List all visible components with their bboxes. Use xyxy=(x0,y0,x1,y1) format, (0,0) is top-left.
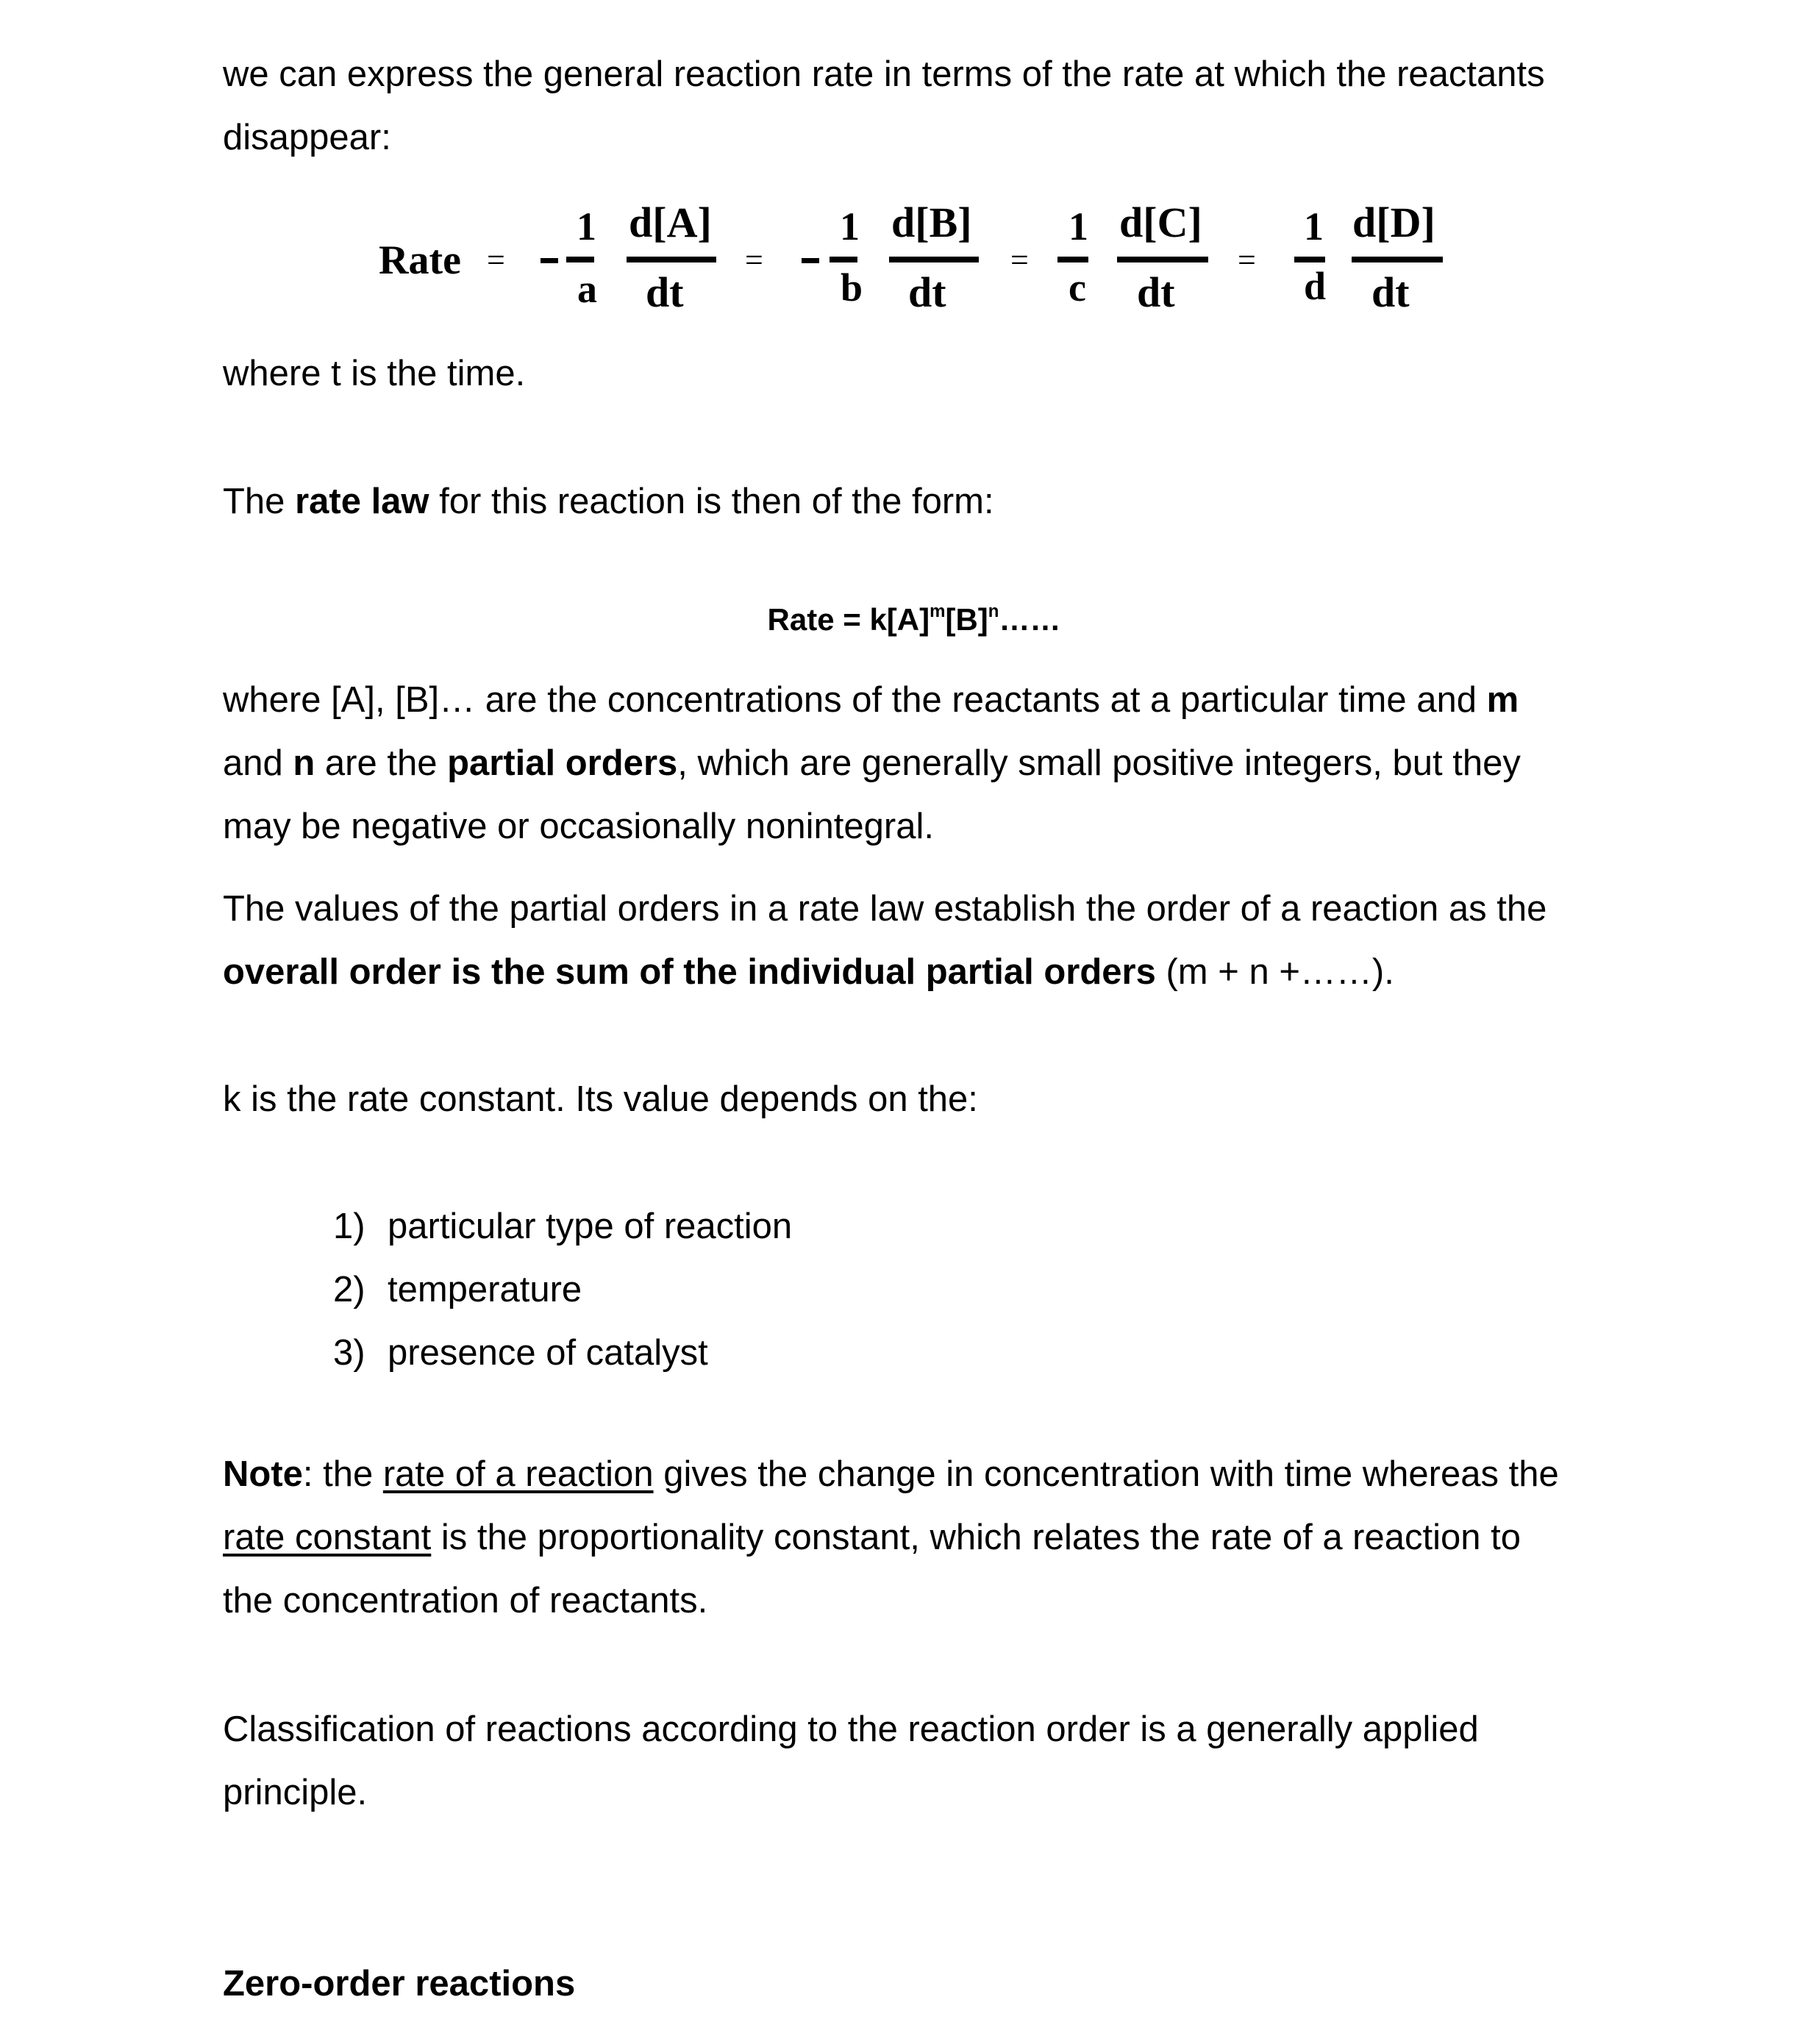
derivative-denominator: dt xyxy=(646,268,684,316)
coefficient-numerator: 1 xyxy=(1304,204,1324,249)
coefficient-denominator: d xyxy=(1304,264,1327,308)
list-item: 3) presence of catalyst xyxy=(333,1333,708,1373)
rate-label: Rate xyxy=(379,237,461,283)
partial-orders-term: partial orders xyxy=(447,743,678,783)
rate-of-reaction-term: rate of a reaction xyxy=(382,1454,654,1494)
rate-law-equation: Rate = $k[A]^m[B]^n\dots\dots$ xyxy=(767,601,1061,637)
list-item: 1) particular type of reaction xyxy=(333,1207,793,1246)
coefficient-numerator: 1 xyxy=(840,204,860,249)
coefficient-denominator: c xyxy=(1069,265,1086,310)
derivative-numerator: d[A] xyxy=(629,199,712,246)
intro-line-1: we can express the general reaction rate in terms of the rate at which the reactants xyxy=(223,54,1545,94)
equals-sign: = xyxy=(487,242,505,278)
coefficient-denominator: a xyxy=(577,267,597,311)
section-heading: Zero-order reactions xyxy=(223,1964,576,2004)
equals-sign: = xyxy=(1238,242,1256,278)
derivative-numerator: d[D] xyxy=(1352,199,1435,246)
derivative-numerator: d[B] xyxy=(891,199,972,246)
list-item: 2) temperature xyxy=(333,1270,582,1309)
coefficient-numerator: 1 xyxy=(1069,204,1088,249)
rate-law-intro: The rate law for this reaction is then of the form: xyxy=(223,482,994,521)
rate-constant-term: rate constant xyxy=(223,1518,432,1557)
note-label: Note xyxy=(223,1454,303,1494)
classification-paragraph: Classification of reactions according to the reaction order is a generally applied principle. xyxy=(223,1709,1479,1812)
document-page xyxy=(223,0,1605,2044)
equals-sign: = xyxy=(1010,242,1029,278)
equals-sign: = xyxy=(745,242,763,278)
coefficient-denominator: b xyxy=(841,265,863,310)
intro-line-2: disappear: xyxy=(223,118,391,157)
derivative-numerator: d[C] xyxy=(1119,199,1202,246)
note-paragraph: Note: the rate of a reaction gives the change in concentration with time whereas the rate constant is the proportionality constant, which relates the rate of a reaction to the concentration of reactants. xyxy=(223,1454,1559,1620)
coefficient-numerator: 1 xyxy=(577,204,596,249)
overall-order-paragraph: The values of the partial orders in a rate law establish the order of a reaction as the overall order is the sum of the individual partial orders (m + n +……). xyxy=(223,889,1547,992)
derivative-denominator: dt xyxy=(1371,268,1410,316)
dependency-list xyxy=(333,1195,792,1384)
intro-paragraph xyxy=(223,43,1605,169)
overall-order-term: overall order is the sum of the individual partial orders xyxy=(223,952,1156,992)
rate-law-term: rate law xyxy=(295,482,429,521)
derivative-denominator: dt xyxy=(908,268,946,316)
rate-constant-intro: k is the rate constant. Its value depends on the: xyxy=(223,1079,978,1119)
where-time-text: where t is the time. xyxy=(223,354,526,393)
derivative-denominator: dt xyxy=(1137,268,1175,316)
partial-orders-paragraph: where [A], [B]… are the concentrations of the reactants at a particular time and m and n are the partial orders, which are generally small positive integers, but they may be negative or occasionally nonintegral. xyxy=(223,680,1521,846)
